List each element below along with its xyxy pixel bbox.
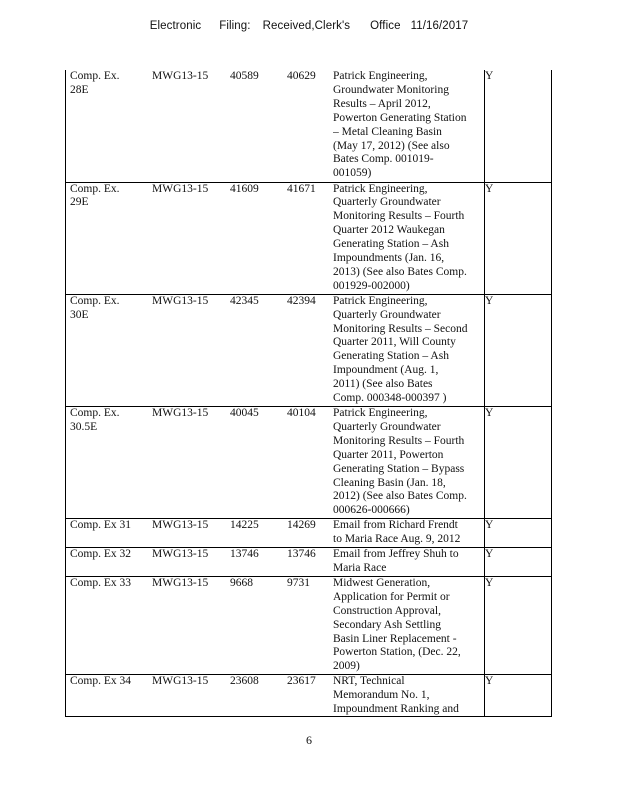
source-cell bbox=[147, 548, 225, 577]
header-date: 11/16/2017 bbox=[410, 20, 469, 32]
source-cell-text: MWG13-15 bbox=[152, 407, 209, 419]
end-page-cell bbox=[282, 675, 328, 717]
exhibit-cell-text: Comp. Ex. 30.5E bbox=[70, 407, 120, 433]
exhibit-cell-text: Comp. Ex 31 bbox=[70, 519, 132, 532]
flag-cell-text: Y bbox=[485, 675, 494, 688]
table-row bbox=[65, 675, 551, 717]
start-page-cell bbox=[225, 675, 282, 717]
end-page-cell bbox=[282, 294, 328, 406]
start-page-cell bbox=[225, 576, 282, 674]
end-page-cell-text: 13746 bbox=[287, 548, 316, 561]
table-left-border bbox=[65, 70, 66, 716]
table-right-border bbox=[551, 70, 552, 716]
flag-cell bbox=[480, 407, 551, 519]
start-page-cell-text: 23608 bbox=[230, 675, 259, 688]
source-cell-text: MWG13-15 bbox=[152, 182, 209, 195]
end-page-cell-text: 42394 bbox=[287, 294, 316, 307]
flag-cell-text: Y bbox=[485, 182, 494, 195]
description-cell bbox=[328, 407, 480, 519]
source-cell bbox=[147, 70, 225, 182]
end-page-cell bbox=[282, 407, 328, 519]
flag-cell bbox=[480, 519, 551, 548]
exhibit-cell bbox=[65, 519, 147, 548]
exhibit-cell bbox=[65, 182, 147, 294]
table-row bbox=[65, 519, 551, 548]
table-row bbox=[65, 548, 551, 577]
source-cell bbox=[147, 675, 225, 717]
description-cell bbox=[328, 576, 480, 674]
exhibit-cell bbox=[65, 675, 147, 717]
start-page-cell-text: 14225 bbox=[230, 519, 259, 532]
end-page-cell bbox=[282, 548, 328, 577]
end-page-cell-text: 9731 bbox=[287, 576, 310, 589]
table-row bbox=[65, 70, 551, 182]
flag-cell-text: Y bbox=[485, 519, 494, 532]
flag-cell bbox=[480, 576, 551, 674]
end-page-cell bbox=[282, 70, 328, 182]
end-page-cell-text: 41671 bbox=[287, 182, 316, 195]
description-cell-text: Email from Jeffrey Shuh to Maria Race bbox=[333, 548, 459, 574]
description-cell-text: Email from Richard Frendt to Maria Race Aug. 9, 2012 bbox=[333, 519, 461, 546]
flag-cell-text: Y bbox=[485, 576, 494, 589]
source-cell bbox=[147, 519, 225, 548]
filing-header bbox=[0, 20, 618, 32]
exhibit-cell bbox=[65, 294, 147, 406]
end-page-cell bbox=[282, 519, 328, 548]
source-cell-text: MWG13-15 bbox=[152, 294, 209, 307]
start-page-cell-text: 42345 bbox=[230, 294, 259, 307]
source-cell-text: MWG13-15 bbox=[152, 576, 209, 589]
flag-cell bbox=[480, 675, 551, 717]
start-page-cell-text: 40589 bbox=[230, 70, 259, 82]
flag-cell-text: Y bbox=[485, 70, 494, 82]
table-bottom-border bbox=[65, 716, 552, 717]
description-cell-text: Patrick Engineering, Quarterly Groundwater Monitoring Results – Second Quarter 2011, Will County Generating Station – Ash Impoundment (Aug. 1, 2011) (See also Bates Comp. 000348-000397 ) bbox=[333, 294, 468, 405]
table-row bbox=[65, 182, 551, 294]
exhibit-cell-text: Comp. Ex. 30E bbox=[70, 294, 120, 321]
description-cell bbox=[328, 519, 480, 548]
description-cell bbox=[328, 182, 480, 294]
description-cell bbox=[328, 70, 480, 182]
end-page-cell-text: 40104 bbox=[287, 407, 316, 419]
description-cell-text: Patrick Engineering, Quarterly Groundwater Monitoring Results – Fourth Quarter 2011, Powerton Generating Station – Bypass Cleaning Basin (Jan. 18, 2012) (See also Bates Comp. 000626-000666) bbox=[333, 407, 467, 517]
end-page-cell-text: 23617 bbox=[287, 675, 316, 688]
source-cell-text: MWG13-15 bbox=[152, 519, 209, 532]
description-cell-text: NRT, Technical Memorandum No. 1, Impoundment Ranking and bbox=[333, 675, 459, 716]
source-cell bbox=[147, 294, 225, 406]
flag-cell-text: Y bbox=[485, 294, 494, 307]
exhibit-cell bbox=[65, 576, 147, 674]
source-cell-text: MWG13-15 bbox=[152, 70, 209, 82]
start-page-cell-text: 41609 bbox=[230, 182, 259, 195]
start-page-cell-text: 9668 bbox=[230, 576, 253, 589]
table-row bbox=[65, 576, 551, 674]
description-cell bbox=[328, 294, 480, 406]
start-page-cell-text: 40045 bbox=[230, 407, 259, 419]
flag-cell-text: Y bbox=[485, 407, 494, 419]
flag-cell bbox=[480, 548, 551, 577]
end-page-cell bbox=[282, 182, 328, 294]
flag-cell bbox=[480, 294, 551, 406]
source-cell-text: MWG13-15 bbox=[152, 675, 209, 688]
start-page-cell bbox=[225, 70, 282, 182]
exhibit-cell-text: Comp. Ex. 28E bbox=[70, 70, 120, 96]
description-cell bbox=[328, 548, 480, 577]
end-page-cell-text: 40629 bbox=[287, 70, 316, 82]
flag-cell-text: Y bbox=[485, 548, 494, 561]
header-word-filing: Filing: bbox=[219, 20, 251, 32]
source-cell bbox=[147, 182, 225, 294]
exhibit-table bbox=[65, 70, 551, 717]
exhibit-cell bbox=[65, 548, 147, 577]
flag-cell bbox=[480, 182, 551, 294]
start-page-cell bbox=[225, 407, 282, 519]
source-cell-text: MWG13-15 bbox=[152, 548, 209, 561]
end-page-cell-text: 14269 bbox=[287, 519, 316, 532]
table-row bbox=[65, 407, 551, 519]
description-cell-text: Patrick Engineering, Groundwater Monitoring Results – April 2012, Powerton Generating Station – Metal Cleaning Basin (May 17, 2012) (See also Bates Comp. 001019- 001059) bbox=[333, 70, 467, 180]
exhibit-cell-text: Comp. Ex. 29E bbox=[70, 182, 120, 209]
header-word-office: Office bbox=[370, 20, 401, 32]
start-page-cell bbox=[225, 294, 282, 406]
header-word-received: Received,Clerk's bbox=[262, 20, 351, 32]
header-word-electronic: Electronic bbox=[149, 20, 202, 32]
start-page-cell bbox=[225, 182, 282, 294]
page-number: 6 bbox=[306, 733, 312, 747]
start-page-cell bbox=[225, 519, 282, 548]
end-page-cell bbox=[282, 576, 328, 674]
start-page-cell bbox=[225, 548, 282, 577]
source-cell bbox=[147, 576, 225, 674]
description-cell bbox=[328, 675, 480, 717]
table-divider-flag bbox=[484, 70, 485, 716]
source-cell bbox=[147, 407, 225, 519]
flag-cell bbox=[480, 70, 551, 182]
exhibit-cell bbox=[65, 70, 147, 182]
exhibit-cell-text: Comp. Ex 32 bbox=[70, 548, 132, 561]
table-row bbox=[65, 294, 551, 406]
start-page-cell-text: 13746 bbox=[230, 548, 259, 561]
exhibit-cell-text: Comp. Ex 33 bbox=[70, 576, 132, 589]
exhibit-cell-text: Comp. Ex 34 bbox=[70, 675, 132, 688]
description-cell-text: Midwest Generation, Application for Permit or Construction Approval, Secondary Ash Settling Basin Liner Replacement - Powerton Station, (Dec. 22, 2009) bbox=[333, 576, 461, 673]
description-cell-text: Patrick Engineering, Quarterly Groundwater Monitoring Results – Fourth Quarter 2012 Waukegan Generating Station – Ash Impoundments (Jan. 16, 2013) (See also Bates Comp. 001929-002000) bbox=[333, 182, 467, 292]
exhibit-cell bbox=[65, 407, 147, 519]
